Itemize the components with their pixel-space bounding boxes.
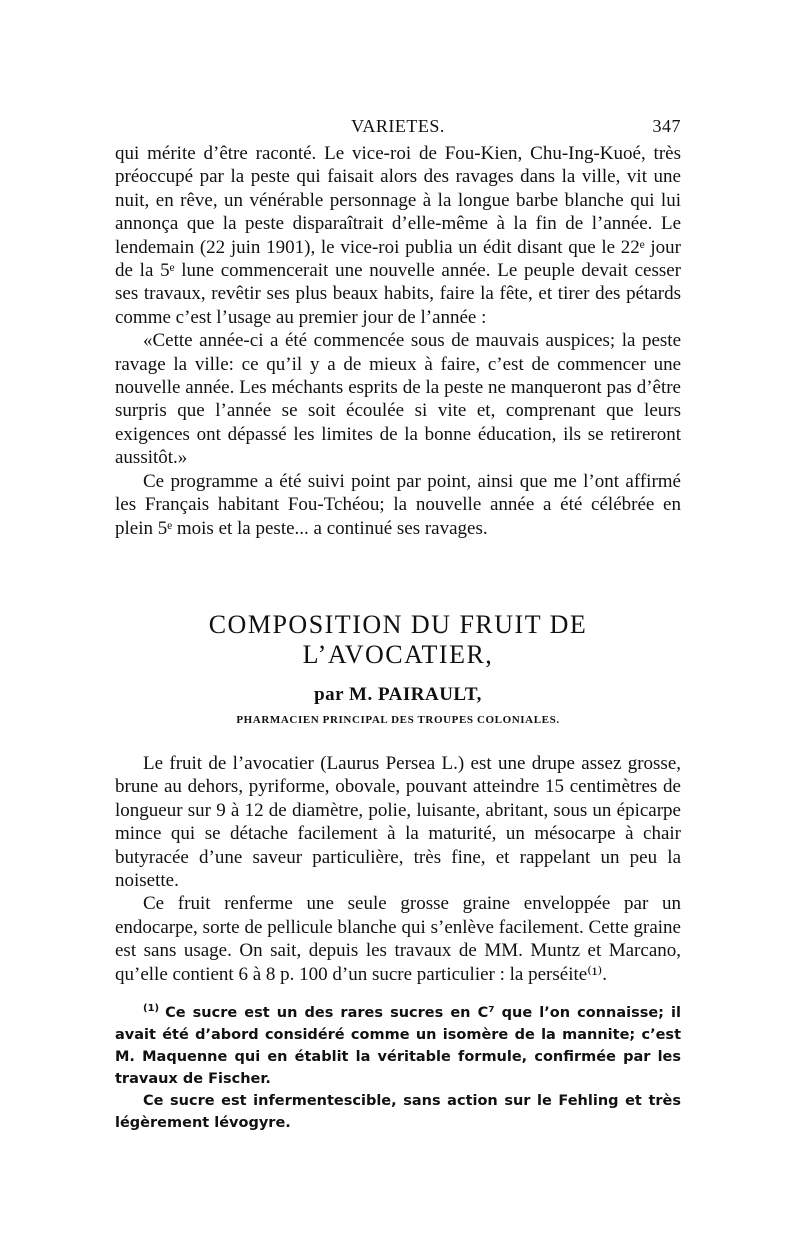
article-author: par M. PAIRAULT, bbox=[314, 683, 482, 705]
page bbox=[115, 112, 681, 1134]
article-paragraph: Le fruit de l’avocatier (Laurus Persea L.) est une drupe assez grosse, brune au dehors, pyriforme, obovale, pouvant atteindre 15 centimètres de longueur sur 9 à 12 de diamètre, polie, luisante, abritant, sous un épicarpe mince qui se détache facilement à la maturité, un mésocarpe à chair butyracée d’une saveur particulière, très fine, et rappelant un peu la noisette. bbox=[115, 752, 681, 891]
page-number: 347 bbox=[652, 116, 681, 136]
running-header bbox=[115, 112, 681, 142]
footnote-text: Ce sucre est un des rares sucres en C⁷ que l’on connaisse; il avait été d’abord considéré comme un isomère de la mannite; c’est M. Maquenne qui en établit la véritable formule, confirmée par les travaux de Fischer. bbox=[115, 1004, 681, 1087]
previous-article-continuation bbox=[115, 142, 681, 540]
author-title: PHARMACIEN PRINCIPAL DES TROUPES COLONIALES. bbox=[236, 713, 560, 726]
footnote-marker: (1) bbox=[143, 1002, 160, 1014]
footnote bbox=[115, 998, 681, 1090]
running-title: VARIETES. bbox=[351, 116, 445, 136]
footnotes bbox=[115, 998, 681, 1134]
article-paragraph: Ce fruit renferme une seule grosse graine enveloppée par un endocarpe, sorte de pellicule blanche qui s’enlève facilement. Cette graine est sans usage. On sait, depuis les travaux de MM. Muntz et Marcano, qu’elle contient 6 à 8 p. 100 d’un sucre particulier : la perséite⁽¹⁾. bbox=[115, 893, 681, 985]
body-paragraph: Ce programme a été suivi point par point, ainsi que me l’ont affirmé les Français habitant Fou-Tchéou; la nouvelle année a été célébrée en plein 5ᵉ mois et la peste... a continué ses ravages. bbox=[115, 470, 681, 539]
article-title: COMPOSITION DU FRUIT DE L’AVOCATIER, bbox=[208, 609, 588, 669]
article-body bbox=[115, 752, 681, 986]
body-paragraph: qui mérite d’être raconté. Le vice-roi de Fou-Kien, Chu-Ing-Kuoé, très préoccupé par la peste qui faisait alors des ravages dans la ville, vit une nuit, en rêve, un vénérable personnage à la longue barbe blanche qui lui annonça que la peste disparaîtrait d’elle-même à la fin de l’année. Le lendemain (22 juin 1901), le vice-roi publia un édit disant que le 22ᵉ jour de la 5ᵉ lune commencerait une nouvelle année. Le peuple devait cesser ses travaux, revêtir ses plus beaux habits, faire la fête, et tirer des pétards comme c’est l’usage au premier jour de l’année : bbox=[115, 143, 681, 328]
article-heading bbox=[115, 610, 681, 726]
footnote-continuation: Ce sucre est infermentescible, sans action sur le Fehling et très légèrement lévogyre. bbox=[115, 1092, 681, 1131]
body-paragraph: «Cette année-ci a été commencée sous de mauvais auspices; la peste ravage la ville: ce qu’il y a de mieux à faire, c’est de commencer une nouvelle année. Les méchants esprits de la peste ne manqueront pas d’être surpris que l’année se soit écoulée si vite et, comprenant que leurs exigences ont dépassé les limites de la bonne éducation, ils se retireront aussitôt.» bbox=[115, 330, 681, 469]
